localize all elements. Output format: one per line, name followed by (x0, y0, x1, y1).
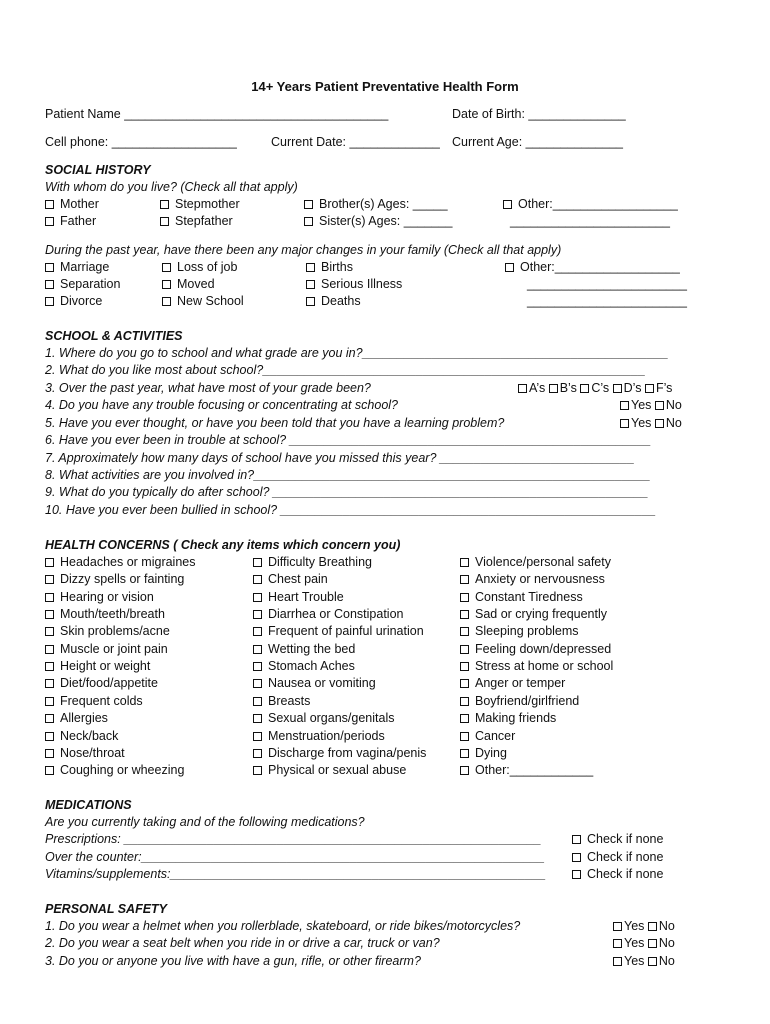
school-q4: 4. Do you have any trouble focusing or concentrating at school? (45, 398, 398, 412)
health-checkbox-col2-9[interactable] (253, 711, 394, 726)
checkbox-icon[interactable] (45, 697, 54, 706)
checkbox-icon[interactable] (45, 645, 54, 654)
health-label: Height or weight (60, 659, 151, 674)
checkbox-mother[interactable] (45, 197, 99, 212)
health-label: Coughing or wheezing (60, 763, 185, 778)
checkbox-brothers[interactable] (304, 197, 448, 212)
checkbox-icon[interactable] (460, 610, 469, 619)
health-label: Muscle or joint pain (60, 641, 168, 656)
checkbox-none-vitamins[interactable] (572, 867, 663, 882)
health-label: Hearing or vision (60, 589, 154, 604)
grade-d: D’s (623, 381, 642, 395)
q4-yes-no (620, 398, 682, 413)
health-checkbox-col3-11[interactable] (460, 746, 507, 761)
checkbox-icon[interactable] (160, 217, 169, 226)
checkbox-icon[interactable] (460, 749, 469, 758)
q4-no: No (665, 398, 682, 412)
checkbox-icon[interactable] (45, 627, 54, 636)
checkbox-icon[interactable] (580, 384, 589, 393)
label-divorce: Divorce (60, 294, 103, 308)
safety-q3-no: No (658, 954, 675, 968)
checkbox-icon[interactable] (162, 280, 171, 289)
health-checkbox-col3-5[interactable] (460, 642, 611, 657)
health-label: Sexual organs/genitals (268, 711, 395, 726)
patient-name-field[interactable]: Patient Name ______________________________________ (45, 107, 389, 121)
checkbox-icon[interactable] (572, 853, 581, 862)
checkbox-stepmother[interactable] (160, 197, 240, 212)
health-label: Nausea or vomiting (268, 676, 376, 691)
q5-yes: Yes (631, 416, 652, 430)
checkbox-change-other[interactable] (505, 260, 680, 275)
label-brothers: Brother(s) Ages: _____ (319, 197, 448, 211)
checkbox-icon[interactable] (460, 662, 469, 671)
safety-q2-yes-no (613, 936, 675, 951)
checkbox-icon[interactable] (655, 419, 664, 428)
dob-field[interactable]: Date of Birth: ______________ (452, 107, 626, 121)
q4-yes: Yes (631, 398, 652, 412)
label-separation: Separation (60, 277, 121, 291)
checkbox-sisters[interactable] (304, 214, 452, 229)
health-checkbox-col3-1[interactable] (460, 572, 605, 587)
health-checkbox-col1-9[interactable] (45, 711, 108, 726)
label-stepmother: Stepmother (175, 197, 240, 211)
checkbox-loss-of-job[interactable] (162, 260, 237, 275)
health-checkbox-col1-6[interactable] (45, 659, 150, 674)
health-checkbox-col1-12[interactable] (45, 763, 184, 778)
health-checkbox-col2-8[interactable] (253, 694, 310, 709)
safety-q3-yes-no (613, 954, 675, 969)
checkbox-icon[interactable] (162, 297, 171, 306)
label-loss-of-job: Loss of job (177, 260, 238, 274)
checkbox-icon[interactable] (253, 558, 262, 567)
health-label: Dying (475, 745, 507, 760)
health-label: Headaches or migraines (60, 555, 196, 569)
checkbox-icon[interactable] (505, 263, 514, 272)
checkbox-icon[interactable] (45, 558, 54, 567)
checkbox-icon[interactable] (253, 627, 262, 636)
checkbox-moved[interactable] (162, 277, 215, 292)
health-label: Physical or sexual abuse (268, 763, 407, 778)
safety-q2-no: No (658, 936, 675, 950)
checkbox-icon[interactable] (613, 957, 622, 966)
health-checkbox-col2-7[interactable] (253, 676, 376, 691)
checkbox-icon[interactable] (45, 662, 54, 671)
checkbox-icon[interactable] (460, 697, 469, 706)
health-checkbox-col2-0[interactable] (253, 555, 372, 570)
grade-a: A’s (529, 381, 546, 395)
school-q8[interactable]: 8. What activities are you involved in?_________________________________________________________ (45, 468, 651, 482)
medications-heading: MEDICATIONS (45, 798, 132, 812)
safety-q1: 1. Do you wear a helmet when you rollerblade, skateboard, or ride bikes/motorcycles? (45, 919, 521, 933)
health-checkbox-col1-4[interactable] (45, 624, 170, 639)
changes-question: During the past year, have there been any major changes in your family (Check all that apply) (45, 243, 562, 257)
current-age-field[interactable]: Current Age: ______________ (452, 135, 623, 149)
prescriptions-field[interactable]: Prescriptions: ____________________________________________________________ (45, 832, 542, 846)
checkbox-icon[interactable] (460, 593, 469, 602)
health-checkbox-col1-8[interactable] (45, 694, 143, 709)
label-sisters: Sister(s) Ages: _______ (319, 214, 453, 228)
checkbox-icon[interactable] (45, 280, 54, 289)
health-label: Sad or crying frequently (475, 607, 608, 622)
safety-q1-yes-no (613, 919, 675, 934)
health-label: Skin problems/acne (60, 624, 170, 639)
checkbox-icon[interactable] (45, 200, 54, 209)
checkbox-deaths[interactable] (306, 294, 361, 309)
checkbox-icon[interactable] (253, 749, 262, 758)
grade-c: C’s (591, 381, 610, 395)
health-label: Violence/personal safety (475, 555, 611, 569)
health-checkbox-col3-12[interactable] (460, 763, 593, 778)
health-label: Difficulty Breathing (268, 555, 372, 569)
health-checkbox-col2-3[interactable] (253, 607, 404, 622)
health-label: Other:____________ (475, 763, 594, 778)
health-heading: HEALTH CONCERNS ( Check any items which concern you) (45, 538, 401, 552)
health-checkbox-col1-7[interactable] (45, 676, 158, 691)
checkbox-icon[interactable] (162, 263, 171, 272)
label-none: Check if none (587, 850, 664, 864)
health-label: Feeling down/depressed (475, 641, 612, 656)
health-checkbox-col3-8[interactable] (460, 694, 579, 709)
label-new-school: New School (177, 294, 244, 308)
health-checkbox-col2-4[interactable] (253, 624, 424, 639)
grade-b: B’s (559, 381, 577, 395)
health-checkbox-col3-7[interactable] (460, 676, 565, 691)
health-label: Stomach Aches (268, 659, 355, 674)
checkbox-icon[interactable] (253, 732, 262, 741)
health-label: Diarrhea or Constipation (268, 607, 404, 622)
school-q6[interactable]: 6. Have you ever been in trouble at school? ____________________________________________________ (45, 433, 652, 447)
health-checkbox-col2-10[interactable] (253, 729, 385, 744)
checkbox-new-school[interactable] (162, 294, 244, 309)
cell-phone-field[interactable]: Cell phone: __________________ (45, 135, 237, 149)
safety-q2-yes: Yes (624, 936, 645, 950)
checkbox-icon[interactable] (253, 662, 262, 671)
checkbox-icon[interactable] (460, 558, 469, 567)
live-question: With whom do you live? (Check all that apply) (45, 180, 298, 194)
social-history-heading: SOCIAL HISTORY (45, 163, 151, 177)
health-checkbox-col2-12[interactable] (253, 763, 406, 778)
checkbox-icon[interactable] (648, 922, 657, 931)
checkbox-live-other[interactable] (503, 197, 678, 212)
label-deaths: Deaths (321, 294, 361, 308)
safety-q2: 2. Do you wear a seat belt when you ride in or drive a car, truck or van? (45, 936, 440, 950)
checkbox-icon[interactable] (304, 217, 313, 226)
checkbox-icon[interactable] (160, 200, 169, 209)
checkbox-icon[interactable] (620, 401, 629, 410)
checkbox-icon[interactable] (253, 679, 262, 688)
checkbox-icon[interactable] (306, 280, 315, 289)
school-q9[interactable]: 9. What do you typically do after school? ______________________________________________________ (45, 485, 649, 499)
checkbox-icon[interactable] (306, 263, 315, 272)
otc-field[interactable]: Over the counter:__________________________________________________________ (45, 850, 545, 864)
checkbox-none-prescriptions[interactable] (572, 832, 663, 847)
school-q2[interactable]: 2. What do you like most about school?_______________________________________________________ (45, 363, 646, 377)
health-checkbox-col3-3[interactable] (460, 607, 607, 622)
checkbox-icon[interactable] (45, 766, 54, 775)
health-checkbox-col1-0[interactable] (45, 555, 196, 570)
checkbox-icon[interactable] (45, 575, 54, 584)
school-q7[interactable]: 7. Approximately how many days of school have you missed this year? ____________________________ (45, 451, 635, 465)
health-label: Mouth/teeth/breath (60, 607, 165, 622)
label-none: Check if none (587, 832, 664, 846)
checkbox-icon[interactable] (518, 384, 527, 393)
checkbox-icon[interactable] (253, 575, 262, 584)
label-none: Check if none (587, 867, 664, 881)
health-label: Anger or temper (475, 676, 566, 691)
health-checkbox-col3-10[interactable] (460, 729, 515, 744)
safety-q3-yes: Yes (624, 954, 645, 968)
label-moved: Moved (177, 277, 215, 291)
vitamins-field[interactable]: Vitamins/supplements:______________________________________________________ (45, 867, 546, 881)
school-q5: 5. Have you ever thought, or have you been told that you have a learning problem? (45, 416, 505, 430)
health-label: Discharge from vagina/penis (268, 745, 427, 760)
checkbox-icon[interactable] (460, 627, 469, 636)
health-label: Neck/back (60, 728, 119, 743)
health-checkbox-col1-1[interactable] (45, 572, 184, 587)
health-checkbox-col3-4[interactable] (460, 624, 579, 639)
change-other-line-1[interactable]: _______________________ (527, 277, 687, 291)
checkbox-icon[interactable] (45, 749, 54, 758)
checkbox-icon[interactable] (45, 217, 54, 226)
checkbox-marriage[interactable] (45, 260, 109, 275)
checkbox-icon[interactable] (572, 870, 581, 879)
checkbox-icon[interactable] (503, 200, 512, 209)
checkbox-icon[interactable] (45, 679, 54, 688)
health-checkbox-col2-5[interactable] (253, 642, 355, 657)
label-father: Father (60, 214, 97, 228)
checkbox-icon[interactable] (306, 297, 315, 306)
safety-q3: 3. Do you or anyone you live with have a gun, rifle, or other firearm? (45, 954, 421, 968)
q5-no: No (665, 416, 682, 430)
checkbox-icon[interactable] (45, 263, 54, 272)
checkbox-icon[interactable] (253, 697, 262, 706)
safety-q1-no: No (658, 919, 675, 933)
health-label: Nose/throat (60, 745, 125, 760)
checkbox-separation[interactable] (45, 277, 120, 292)
health-label: Boyfriend/girlfriend (475, 693, 580, 708)
school-heading: SCHOOL & ACTIVITIES (45, 329, 183, 343)
health-label: Heart Trouble (268, 589, 344, 604)
checkbox-icon[interactable] (45, 593, 54, 602)
checkbox-icon[interactable] (253, 766, 262, 775)
change-other-line-2[interactable]: _______________________ (527, 294, 687, 308)
label-stepfather: Stepfather (175, 214, 233, 228)
school-q1[interactable]: 1. Where do you go to school and what grade are you in?____________________________________________ (45, 346, 669, 360)
checkbox-stepfather[interactable] (160, 214, 233, 229)
checkbox-icon[interactable] (253, 593, 262, 602)
checkbox-icon[interactable] (460, 766, 469, 775)
health-label: Anxiety or nervousness (475, 572, 605, 587)
label-births: Births (321, 260, 353, 274)
checkbox-divorce[interactable] (45, 294, 102, 309)
checkbox-icon[interactable] (613, 922, 622, 931)
checkbox-icon[interactable] (253, 714, 262, 723)
school-q3: 3. Over the past year, what have most of your grade been? (45, 381, 371, 395)
checkbox-icon[interactable] (655, 401, 664, 410)
health-checkbox-col1-5[interactable] (45, 642, 168, 657)
health-checkbox-col3-9[interactable] (460, 711, 556, 726)
checkbox-icon[interactable] (253, 610, 262, 619)
checkbox-icon[interactable] (572, 835, 581, 844)
checkbox-icon[interactable] (45, 714, 54, 723)
q5-yes-no (620, 416, 682, 431)
health-checkbox-col3-6[interactable] (460, 659, 613, 674)
checkbox-births[interactable] (306, 260, 353, 275)
checkbox-icon[interactable] (613, 384, 622, 393)
health-checkbox-col1-10[interactable] (45, 729, 118, 744)
health-label: Frequent colds (60, 693, 143, 708)
health-label: Breasts (268, 693, 311, 708)
label-mother: Mother (60, 197, 99, 211)
live-other-line[interactable]: _______________________ (510, 214, 670, 228)
health-label: Sleeping problems (475, 624, 579, 639)
current-date-field[interactable]: Current Date: _____________ (271, 135, 440, 149)
health-checkbox-col3-0[interactable] (460, 555, 611, 570)
health-label: Dizzy spells or fainting (60, 572, 185, 587)
label-change-other: Other:__________________ (520, 260, 680, 274)
health-label: Allergies (60, 711, 108, 726)
health-label: Cancer (475, 728, 516, 743)
health-checkbox-col2-1[interactable] (253, 572, 328, 587)
checkbox-icon[interactable] (648, 957, 657, 966)
health-checkbox-col1-11[interactable] (45, 746, 125, 761)
health-checkbox-col1-2[interactable] (45, 590, 154, 605)
grade-options (518, 381, 672, 396)
health-checkbox-col3-2[interactable] (460, 590, 583, 605)
checkbox-icon[interactable] (648, 939, 657, 948)
health-label: Chest pain (268, 572, 328, 587)
health-checkbox-col2-6[interactable] (253, 659, 355, 674)
safety-q1-yes: Yes (624, 919, 645, 933)
safety-heading: PERSONAL SAFETY (45, 902, 168, 916)
health-label: Menstruation/periods (268, 728, 385, 743)
checkbox-icon[interactable] (460, 732, 469, 741)
grade-f: F’s (655, 381, 673, 395)
health-label: Making friends (475, 711, 557, 726)
health-label: Frequent of painful urination (268, 624, 424, 639)
label-live-other: Other:__________________ (518, 197, 678, 211)
checkbox-father[interactable] (45, 214, 96, 229)
checkbox-serious-illness[interactable] (306, 277, 402, 292)
health-checkbox-col1-3[interactable] (45, 607, 165, 622)
checkbox-icon[interactable] (304, 200, 313, 209)
checkbox-icon[interactable] (613, 939, 622, 948)
checkbox-icon[interactable] (549, 384, 558, 393)
school-q10[interactable]: 10. Have you ever been bullied in school? ______________________________________________________ (45, 503, 656, 517)
checkbox-icon[interactable] (645, 384, 654, 393)
checkbox-none-otc[interactable] (572, 850, 663, 865)
health-label: Diet/food/appetite (60, 676, 158, 691)
checkbox-icon[interactable] (45, 732, 54, 741)
checkbox-icon[interactable] (460, 679, 469, 688)
label-marriage: Marriage (60, 260, 110, 274)
health-label: Wetting the bed (268, 641, 356, 656)
health-checkbox-col2-11[interactable] (253, 746, 426, 761)
checkbox-icon[interactable] (460, 714, 469, 723)
health-label: Constant Tiredness (475, 589, 583, 604)
health-checkbox-col2-2[interactable] (253, 590, 344, 605)
health-label: Stress at home or school (475, 659, 614, 674)
checkbox-icon[interactable] (620, 419, 629, 428)
label-serious-illness: Serious Illness (321, 277, 403, 291)
checkbox-icon[interactable] (460, 575, 469, 584)
checkbox-icon[interactable] (45, 297, 54, 306)
checkbox-icon[interactable] (460, 645, 469, 654)
checkbox-icon[interactable] (45, 610, 54, 619)
checkbox-icon[interactable] (253, 645, 262, 654)
page-title: 14+ Years Patient Preventative Health Form (251, 79, 519, 94)
medications-question: Are you currently taking and of the following medications? (45, 815, 365, 829)
